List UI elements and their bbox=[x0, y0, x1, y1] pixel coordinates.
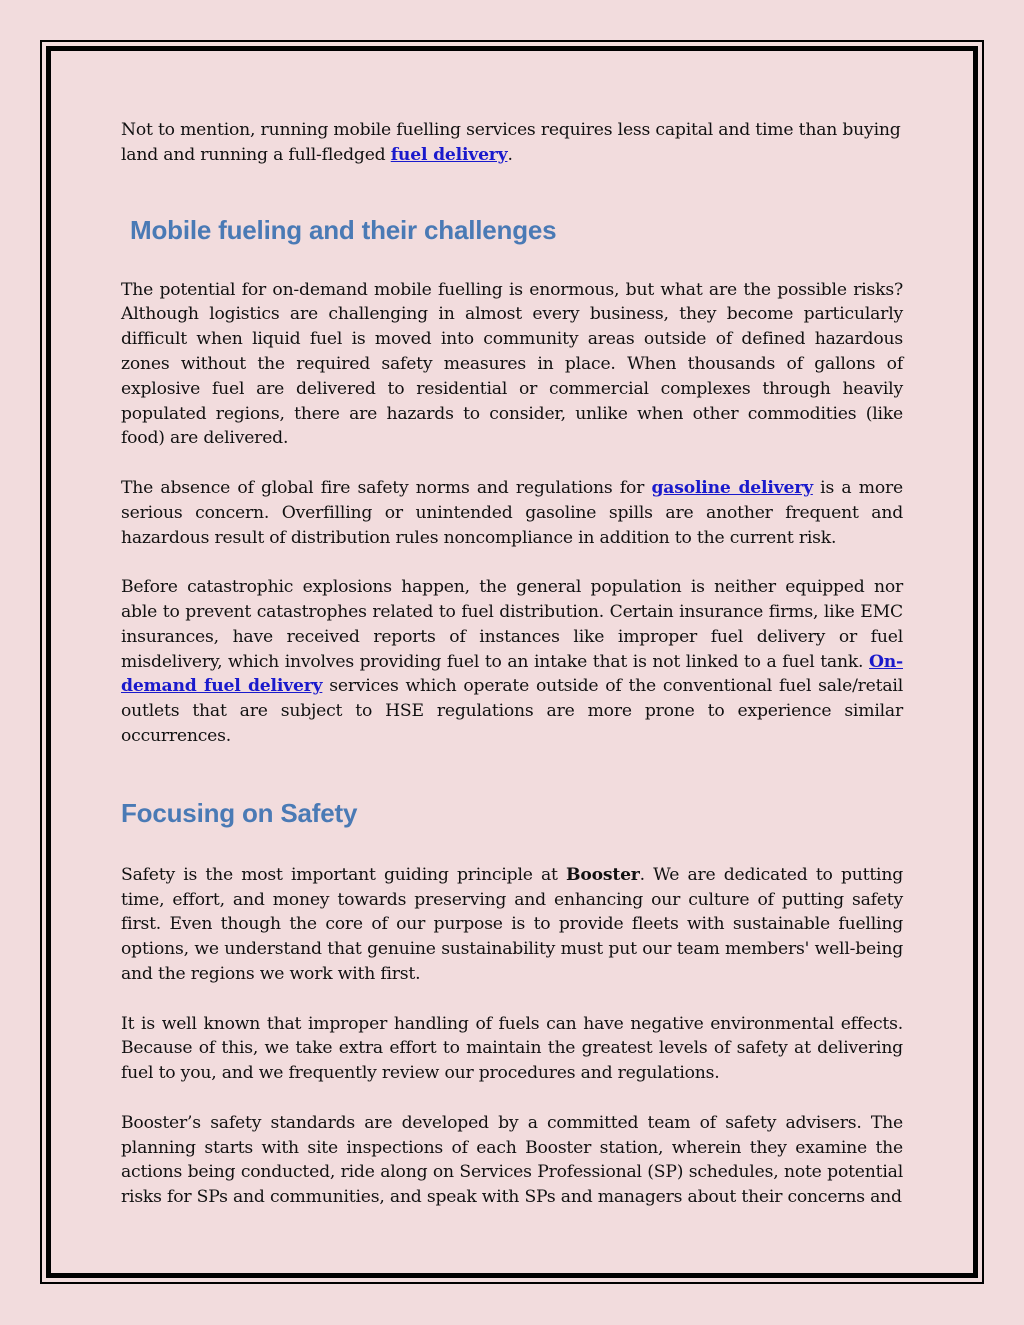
paragraph-environment: It is well known that improper handling of fuels can have negative environmental effects. Because of this, we take extra effort to maintain the greatest levels of safety at delivering fuel to you, and we frequently review our procedures and regulations. bbox=[121, 1013, 903, 1084]
link-fuel-delivery[interactable]: fuel delivery bbox=[390, 144, 508, 165]
paragraph-catastrophes bbox=[121, 575, 903, 749]
paragraph-intro-tail: . bbox=[507, 144, 513, 165]
paragraph-intro-text: Not to mention, running mobile fuelling services requires less capital and time than buying land and running a full-fledged bbox=[121, 120, 901, 165]
link-gasoline-delivery[interactable]: gasoline delivery bbox=[651, 477, 813, 498]
paragraph-catastrophes-tail: services which operate outside of the conventional fuel sale/retail outlets that are subject to HSE regulations are more prone to experience similar occurrences. bbox=[121, 676, 903, 746]
heading-mobile-fueling: Mobile fueling and their challenges bbox=[130, 214, 557, 245]
paragraph-safety-tail: . We are dedicated to putting time, effort, and money towards preserving and enhancing our culture of putting safety first. Even though the core of our purpose is to provide fleets with sustainable fuelling options, we understand that genuine sustainability must put our team members' well-being and the regions we work with first. bbox=[121, 864, 903, 984]
paragraph-intro bbox=[121, 118, 903, 168]
paragraph-catastrophes-text: Before catastrophic explosions happen, the general population is neither equipped nor able to prevent catastrophes related to fuel distribution. Certain insurance firms, like EMC insurances, have received reports of instances like improper fuel delivery or fuel misdelivery, which involves providing fuel to an intake that is not linked to a fuel tank. bbox=[121, 577, 903, 672]
brand-name: Booster bbox=[566, 864, 640, 885]
paragraph-safety-text: Safety is the most important guiding principle at bbox=[121, 864, 566, 885]
paragraph-risks: The potential for on-demand mobile fuelling is enormous, but what are the possible risks? Although logistics are challenging in almost every business, they become particularly difficult when liquid fuel is moved into community areas outside of defined hazardous zones without the required safety measures in place. When thousands of gallons of explosive fuel are delivered to residential or commercial complexes through heavily populated regions, there are hazards to consider, unlike when other commodities (like food) are delivered. bbox=[121, 279, 903, 449]
paragraph-regulations-tail: is a more serious concern. Overfilling or unintended gasoline spills are another frequent and hazardous result of distribution rules noncompliance in addition to the current risk. bbox=[121, 477, 903, 548]
heading-focusing-on-safety: Focusing on Safety bbox=[121, 797, 358, 828]
paragraph-standards: Booster’s safety standards are developed by a committed team of safety advisers. The planning starts with site inspections of each Booster station, wherein they examine the actions being conducted, ride along on Services Professional (SP) schedules, note potential risks for SPs and communities, and speak with SPs and managers about their concerns and bbox=[121, 1112, 903, 1208]
document-body bbox=[121, 118, 903, 1210]
paragraph-regulations bbox=[121, 476, 903, 550]
link-on-demand-fuel-delivery[interactable]: On-demand fuel delivery bbox=[121, 651, 903, 697]
paragraph-safety-principle bbox=[121, 863, 903, 987]
paragraph-regulations-text: The absence of global fire safety norms and regulations for bbox=[121, 477, 652, 498]
